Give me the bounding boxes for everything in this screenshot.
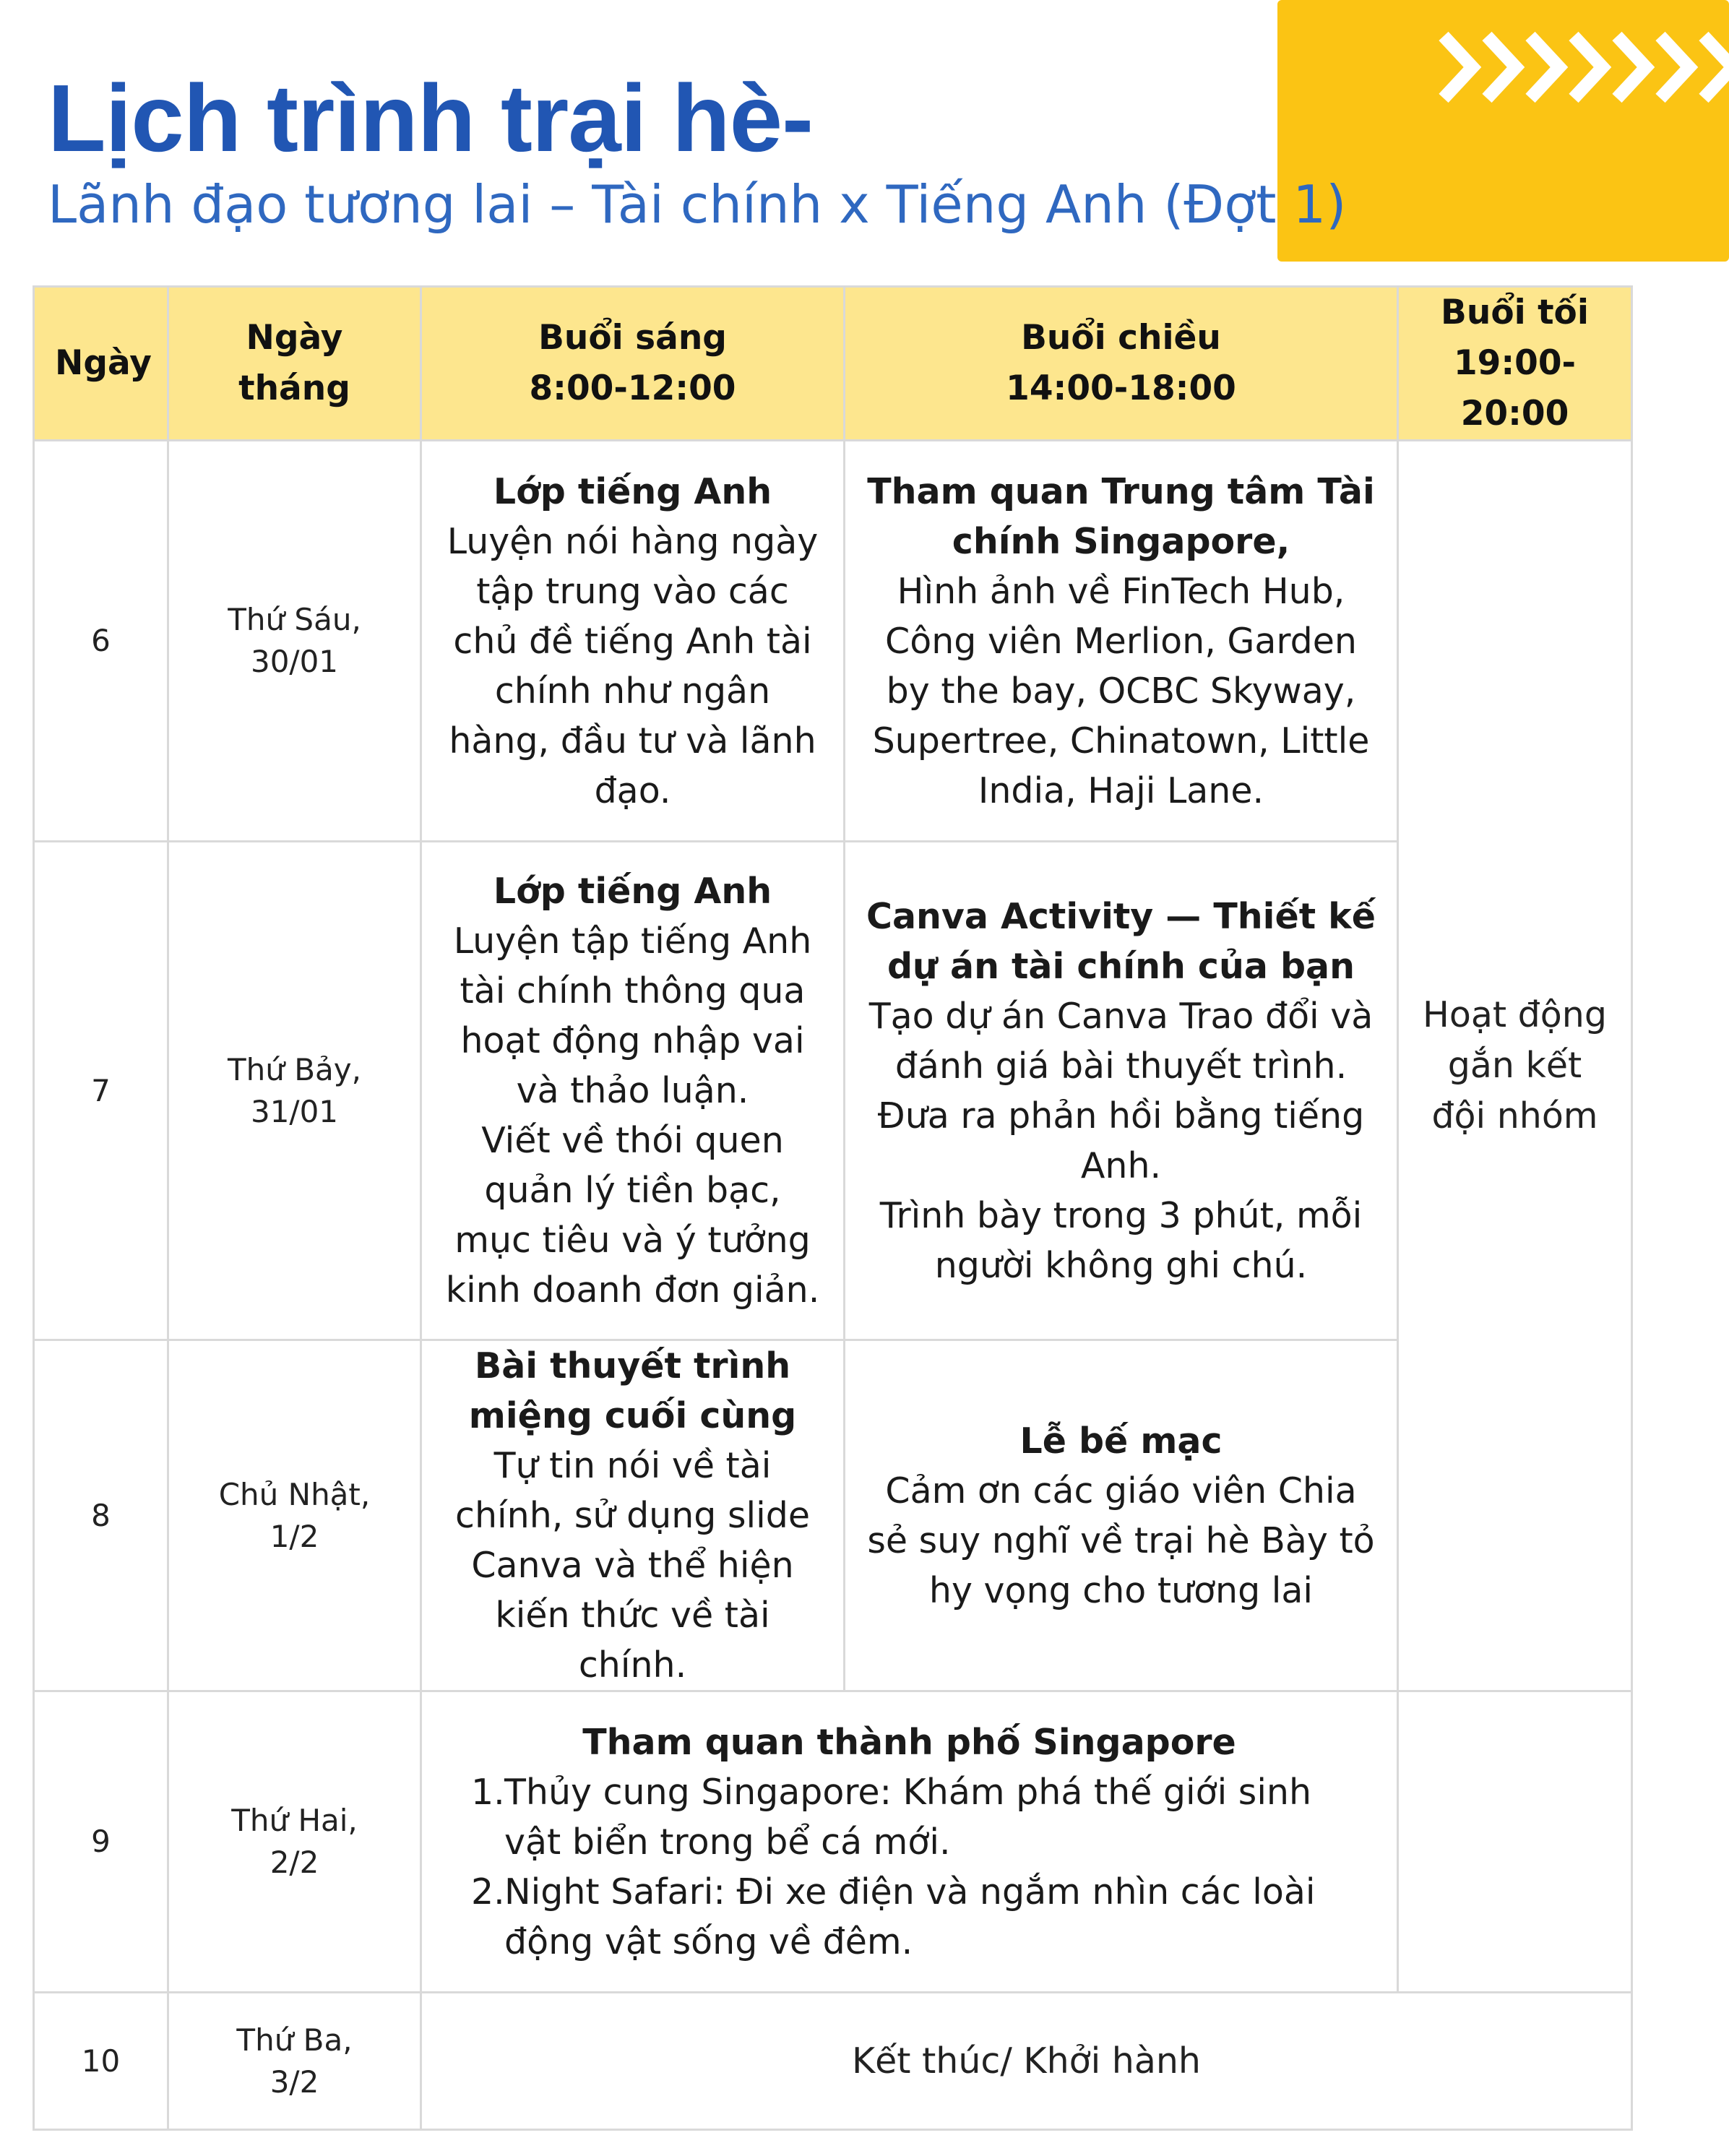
table-row bbox=[34, 1993, 1632, 2130]
day-number: 8 bbox=[34, 1340, 168, 1691]
page-subtitle: Lãnh đạo tương lai – Tài chính x Tiếng Anh (Đợt 1) bbox=[48, 174, 1347, 235]
day-number: 10 bbox=[34, 1993, 168, 2130]
list-number: 1. bbox=[471, 1771, 505, 1813]
activity-text: Viết về thói quen quản lý tiền bạc, mục tiêu và ý tưởng kinh doanh đơn giản. bbox=[445, 1120, 820, 1311]
header-day: Ngày bbox=[34, 287, 168, 441]
table-header-row bbox=[34, 287, 1632, 441]
activity-title: Lễ bế mạc bbox=[1019, 1420, 1223, 1462]
afternoon-activity bbox=[845, 441, 1398, 842]
schedule-table bbox=[33, 285, 1633, 2131]
tour-list bbox=[471, 1767, 1376, 1967]
activity-title: Lớp tiếng Anh bbox=[493, 470, 772, 512]
activity-title: Tham quan thành phố Singapore bbox=[582, 1721, 1236, 1763]
evening-empty-cell bbox=[1398, 1691, 1632, 1993]
activity-title: Tham quan Trung tâm Tài chính Singapore, bbox=[867, 470, 1375, 562]
day-date bbox=[168, 1691, 421, 1993]
day-date bbox=[168, 1993, 421, 2130]
list-item bbox=[471, 1767, 1376, 1867]
table-row bbox=[34, 842, 1632, 1340]
activity-title: Canva Activity — Thiết kế dự án tài chính của bạn bbox=[866, 895, 1376, 987]
header-date: Ngày tháng bbox=[168, 287, 421, 441]
city-tour-activity bbox=[421, 1691, 1398, 1993]
weekday: Thứ Sáu, bbox=[228, 602, 361, 637]
header-morning-time: 8:00-12:00 bbox=[529, 368, 736, 408]
header-morning bbox=[421, 287, 845, 441]
list-item bbox=[471, 1867, 1376, 1967]
activity-text: Cảm ơn các giáo viên Chia sẻ suy nghĩ về trại hè Bày tỏ hy vọng cho tương lai bbox=[867, 1470, 1375, 1611]
activity-text: Tự tin nói về tài chính, sử dụng slide Canva và thể hiện kiến thức về tài chính. bbox=[455, 1445, 810, 1686]
evening-activity: Hoạt động gắn kết đội nhóm bbox=[1398, 441, 1632, 1691]
afternoon-activity bbox=[845, 842, 1398, 1340]
weekday: Thứ Hai, bbox=[231, 1803, 358, 1838]
date: 2/2 bbox=[270, 1845, 319, 1880]
table-row bbox=[34, 1691, 1632, 1993]
header-morning-label: Buổi sáng bbox=[538, 318, 727, 358]
chevrons-icon bbox=[1438, 27, 1729, 107]
day-date bbox=[168, 1340, 421, 1691]
activity-text: Trình bày trong 3 phút, mỗi người không ghi chú. bbox=[879, 1194, 1363, 1286]
header-evening-label: Buổi tối bbox=[1441, 293, 1589, 332]
header-evening bbox=[1398, 287, 1632, 441]
weekday: Chủ Nhật, bbox=[218, 1476, 371, 1512]
header-afternoon-label: Buổi chiều bbox=[1021, 318, 1221, 358]
day-date bbox=[168, 441, 421, 842]
header-afternoon-time: 14:00-18:00 bbox=[1006, 368, 1236, 408]
activity-title: Lớp tiếng Anh bbox=[493, 871, 772, 912]
departure-cell: Kết thúc/ Khởi hành bbox=[421, 1993, 1632, 2130]
afternoon-activity bbox=[845, 1340, 1398, 1691]
day-number: 6 bbox=[34, 441, 168, 842]
date: 30/01 bbox=[250, 644, 339, 679]
activity-title: Bài thuyết trình miệng cuối cùng bbox=[468, 1345, 797, 1436]
header-afternoon bbox=[845, 287, 1398, 441]
day-number: 9 bbox=[34, 1691, 168, 1993]
morning-activity bbox=[421, 441, 845, 842]
day-number: 7 bbox=[34, 842, 168, 1340]
page-title: Lịch trình trại hè- bbox=[48, 65, 814, 171]
morning-activity bbox=[421, 1340, 845, 1691]
day-date bbox=[168, 842, 421, 1340]
weekday: Thứ Bảy, bbox=[227, 1051, 361, 1087]
weekday: Thứ Ba, bbox=[236, 2022, 353, 2058]
date: 3/2 bbox=[270, 2064, 319, 2100]
table-row bbox=[34, 1340, 1632, 1691]
activity-text: Luyện nói hàng ngày tập trung vào các chủ đề tiếng Anh tài chính như ngân hàng, đầu tư và lãnh đạo. bbox=[447, 520, 819, 811]
date: 1/2 bbox=[270, 1518, 319, 1554]
list-text: Night Safari: Đi xe điện và ngắm nhìn các loài động vật sống về đêm. bbox=[504, 1871, 1316, 1962]
morning-activity bbox=[421, 842, 845, 1340]
activity-text: Luyện tập tiếng Anh tài chính thông qua hoạt động nhập vai và thảo luận. bbox=[453, 920, 812, 1111]
table-row bbox=[34, 441, 1632, 842]
list-text: Thủy cung Singapore: Khám phá thế giới sinh vật biển trong bể cá mới. bbox=[504, 1771, 1312, 1863]
list-number: 2. bbox=[471, 1871, 505, 1913]
activity-text: Tạo dự án Canva Trao đổi và đánh giá bài thuyết trình. Đưa ra phản hồi bằng tiếng Anh. bbox=[868, 995, 1374, 1186]
header-evening-time: 19:00-20:00 bbox=[1453, 343, 1577, 434]
date: 31/01 bbox=[250, 1093, 339, 1129]
activity-text: Hình ảnh về FinTech Hub, Công viên Merlion, Garden by the bay, OCBC Skyway, Supertree, Chinatown, Little India, Haji Lane. bbox=[872, 570, 1370, 811]
